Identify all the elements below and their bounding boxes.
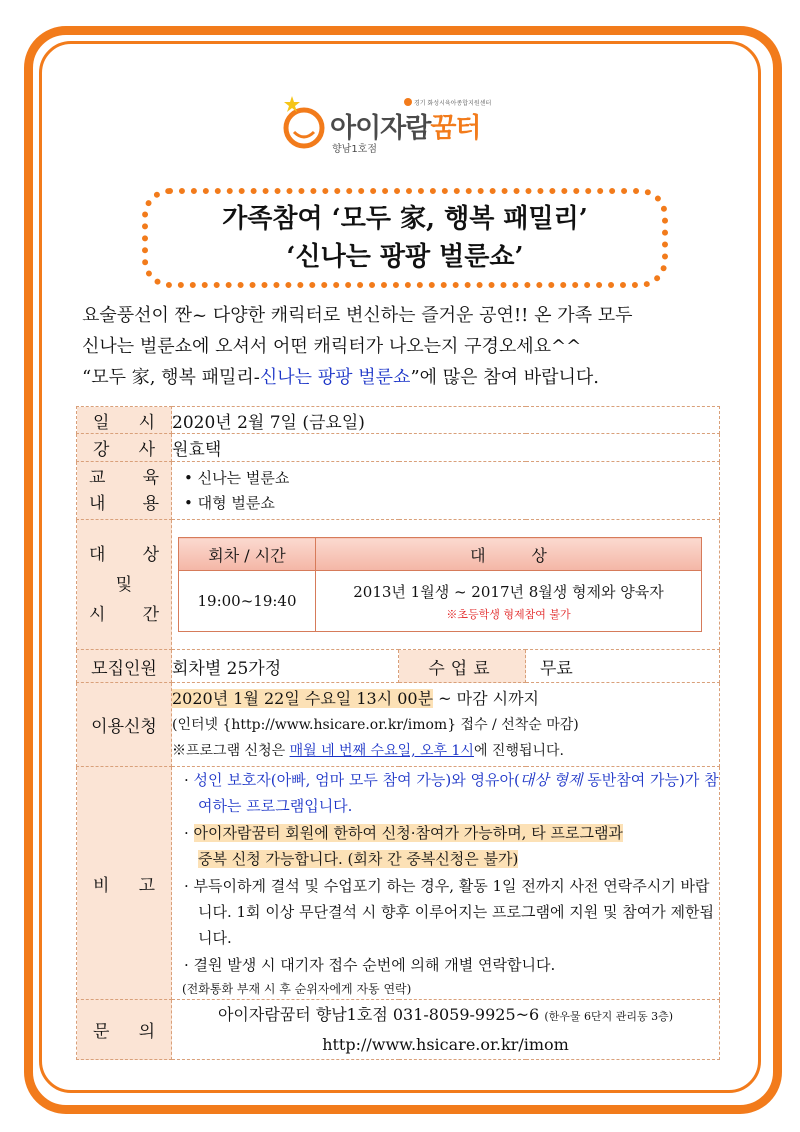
note-1-b: 대상 형제 (519, 771, 583, 789)
label-instructor-a: 강 (93, 440, 110, 460)
content-value (172, 462, 720, 520)
schedule-target-cell (316, 571, 702, 632)
row-contact (77, 1000, 720, 1060)
title-line-1: 가족참여 ‘모두 家, 행복 패밀리’ (222, 204, 588, 234)
row-notes (77, 767, 720, 1000)
label-content-r2a: 내 (89, 493, 106, 514)
label-content-r1b: 육 (142, 467, 159, 488)
label-apply: 이용신청 (77, 683, 172, 767)
note-item: · 결원 발생 시 대기자 접수 순번에 의해 개별 연락합니다. (184, 952, 719, 978)
contact-address: (한우물 6단지 관리동 3층) (544, 1009, 674, 1023)
label-notes-a: 비 (93, 875, 110, 896)
intro-text (82, 300, 722, 393)
title-box (142, 188, 668, 288)
label-date (77, 407, 172, 434)
notes-list (172, 767, 719, 978)
intro-line-1: 요술풍선이 짠~ 다양한 캐릭터로 변신하는 즐거운 공연!! 온 가족 모두 (82, 305, 633, 326)
notes-value (172, 767, 720, 1000)
intro-line-3-suffix: ”에 많은 참여 바랍니다. (410, 367, 600, 388)
target-value (172, 520, 720, 650)
contact-phone: 아이자람꿈터 향남1호점 031-8059-9925~6 (217, 1004, 540, 1024)
label-target-r2: 및 (115, 574, 133, 595)
label-target (77, 520, 172, 650)
label-date-b: 시 (138, 412, 155, 433)
label-recruit: 모집인원 (77, 650, 172, 683)
label-target-r3a: 시 (89, 604, 106, 625)
label-contact-b: 의 (138, 1022, 155, 1042)
label-fee: 수업료 (399, 650, 526, 683)
contact-line-1 (172, 1001, 719, 1031)
logo-org-name: 경기 화성시육아종합지원센터 (414, 100, 492, 107)
row-instructor (77, 434, 720, 462)
date-value: 2020년 2월 7일 (금요일) (172, 407, 720, 434)
apply-line-3-suffix: 에 진행됩니다. (473, 742, 564, 759)
row-date (77, 407, 720, 434)
row-target (77, 520, 720, 650)
label-target-r1b: 상 (142, 544, 159, 565)
apply-line-1-suffix: ~ 마감 시까지 (433, 688, 540, 708)
content-list (172, 466, 719, 516)
schedule-table (178, 537, 702, 632)
apply-schedule-link[interactable]: 매월 네 번째 수요일, 오후 1시 (289, 742, 474, 759)
note-item (184, 767, 719, 819)
instructor-value: 원효택 (172, 434, 720, 462)
apply-line-2: (인터넷 {http://www.hsicare.or.kr/imom} 접수 / 선착순 마감) (172, 716, 579, 733)
title-line-2: ‘신나는 팡팡 벌룬쇼’ (286, 242, 524, 272)
apply-line-3-prefix: ※프로그램 신청은 (172, 742, 290, 759)
fee-value: 무료 (526, 650, 720, 683)
apply-start-datetime: 2020년 1월 22일 수요일 13시 00분 (172, 688, 434, 708)
apply-line-3 (172, 738, 719, 764)
intro-line-2: 신나는 벌룬쇼에 오셔서 어떤 캐릭터가 나오는지 구경오세요^^ (82, 336, 582, 357)
recruit-value: 회차별 25가정 (172, 650, 399, 683)
schedule-target-note: ※초등학생 형제참여 불가 (446, 607, 571, 621)
label-instructor-b: 사 (138, 440, 155, 460)
label-notes-b: 고 (138, 875, 155, 896)
label-content (77, 462, 172, 520)
schedule-target-text: 2013년 1월생 ~ 2017년 8월생 형제와 양육자 (353, 582, 664, 601)
row-content (77, 462, 720, 520)
intro-line-3-highlight: 신나는 팡팡 벌룬쇼 (259, 367, 411, 388)
note-item: · 부득이하게 결석 및 수업포기 하는 경우, 활동 1일 전까지 사전 연락주시기 바랍니다. 1회 이상 무단결석 시 향후 이루어지는 프로그램에 지원 및 참여가 제한됩니다. (184, 873, 719, 951)
note-1-a: 성인 보호자(아빠, 엄마 모두 참여 가능)와 영유아( (193, 771, 520, 789)
note-1-c: 동반참여 가능)가 참여하는 프로그램입니다. (198, 771, 719, 815)
label-instructor (77, 434, 172, 462)
apply-line-1 (172, 686, 719, 712)
content-item: • 대형 벌룬쇼 (184, 491, 719, 516)
label-content-r2b: 용 (142, 493, 159, 514)
label-contact (77, 1000, 172, 1060)
note-2-a: 아이자람꿈터 회원에 한하여 신청·참여가 가능하며, 타 프로그램과 (193, 824, 623, 842)
label-contact-a: 문 (93, 1022, 110, 1042)
note-4-sub: (전화통화 부재 시 후 순위자에게 자동 연락) (182, 982, 412, 996)
schedule-time: 19:00~19:40 (179, 571, 316, 632)
logo-title-part2: 꿈터 (430, 113, 481, 144)
label-content-r1a: 교 (89, 467, 106, 488)
note-item (184, 820, 719, 872)
content-item: • 신나는 벌룬쇼 (184, 466, 719, 491)
info-table (76, 406, 720, 1060)
schedule-header-time: 회차 / 시간 (179, 538, 316, 571)
label-date-a: 일 (93, 412, 110, 433)
label-target-r3b: 간 (142, 604, 159, 625)
note-2-b: 중복 신청 가능합니다. (회차 간 중복신청은 불가) (198, 850, 519, 868)
logo-branch: 향남1호점 (332, 144, 378, 155)
schedule-header-target: 대 상 (316, 538, 702, 571)
row-apply (77, 683, 720, 767)
label-target-r1a: 대 (89, 544, 106, 565)
intro-line-3 (82, 362, 722, 393)
row-recruit (77, 650, 720, 683)
logo-title-part1: 아이자람 (330, 113, 431, 144)
contact-url[interactable]: http://www.hsicare.or.kr/imom (322, 1034, 569, 1054)
intro-line-3-prefix: “모두 家, 행복 패밀리- (82, 367, 260, 388)
label-notes (77, 767, 172, 1000)
apply-value (172, 683, 720, 767)
contact-value (172, 1000, 720, 1060)
center-logo (280, 92, 520, 162)
